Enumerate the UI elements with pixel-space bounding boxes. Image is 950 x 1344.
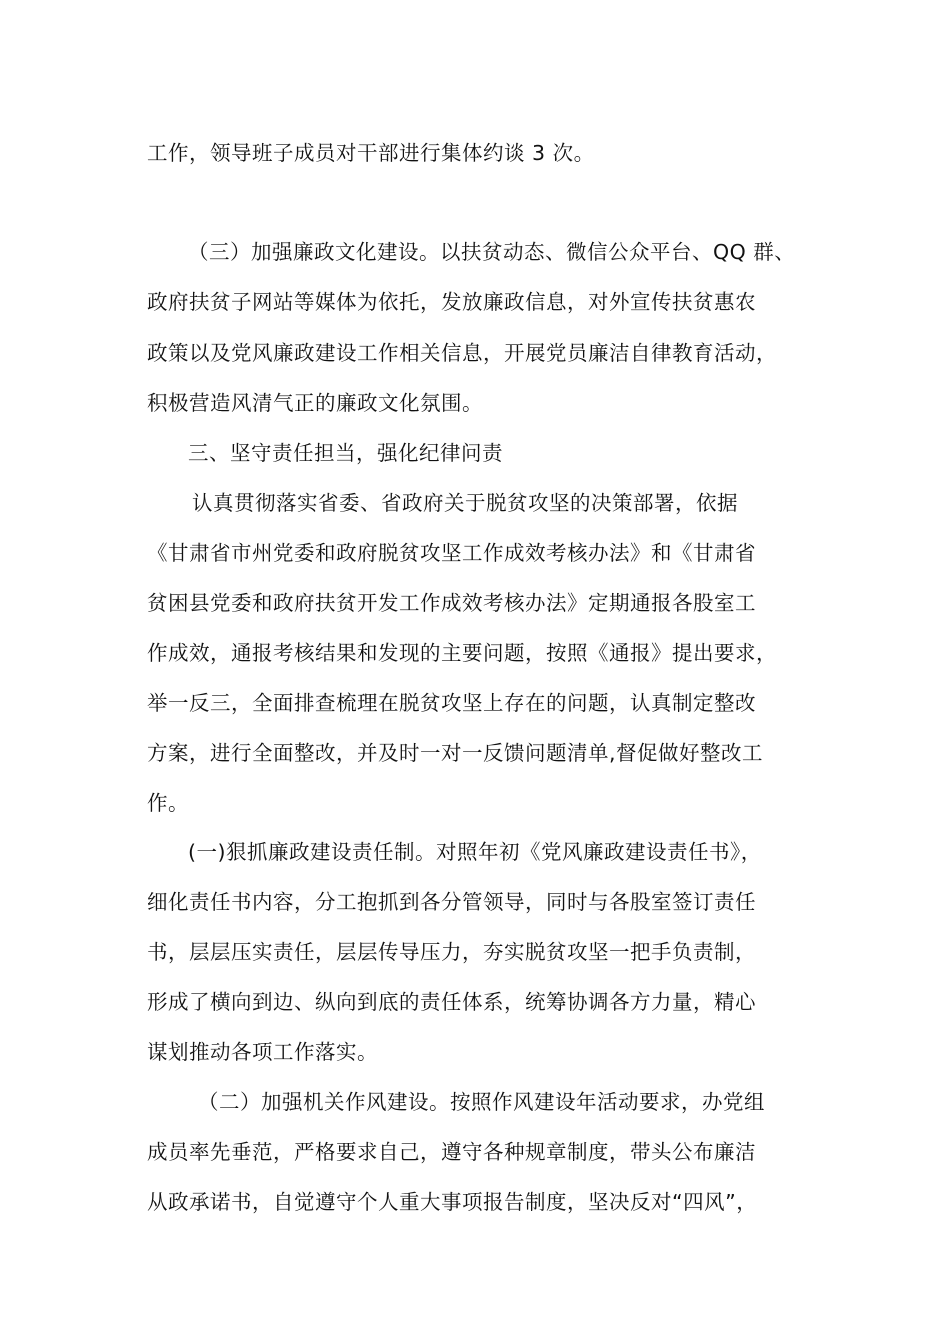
chapter-heading: 三、坚守责任担当，强化纪律问责 xyxy=(188,441,503,465)
section-heading-line: （三）加强廉政文化建设。以扶贫动态、微信公众平台、QQ 群、 xyxy=(188,240,796,264)
body-text-line: 书，层层压实责任，层层传导压力，夯实脱贫攻坚一把手负责制， xyxy=(147,940,756,964)
section-heading-line: (一)狠抓廉政建设责任制。对照年初《党风廉政建设责任书》， xyxy=(188,840,762,864)
body-text-line: 作成效，通报考核结果和发现的主要问题，按照《通报》提出要求， xyxy=(147,641,777,665)
body-text-line: 举一反三，全面排查梳理在脱贫攻坚上存在的问题，认真制定整改 xyxy=(147,691,756,715)
body-text-line: 谋划推动各项工作落实。 xyxy=(147,1040,378,1064)
body-text-line: 工作，领导班子成员对干部进行集体约谈 3 次。 xyxy=(147,141,595,165)
body-text-line: 贫困县党委和政府扶贫开发工作成效考核办法》定期通报各股室工 xyxy=(147,591,756,615)
section-heading-line: （二）加强机关作风建设。按照作风建设年活动要求，办党组 xyxy=(198,1090,765,1114)
body-text-line: 成员率先垂范，严格要求自己，遵守各种规章制度，带头公布廉洁 xyxy=(147,1140,756,1164)
body-text-line: 从政承诺书，自觉遵守个人重大事项报告制度，坚决反对“四风”， xyxy=(147,1190,758,1214)
body-text-line: 细化责任书内容，分工抱抓到各分管领导，同时与各股室签订责任 xyxy=(147,890,756,914)
body-text-line: 《甘肃省市州党委和政府脱贫攻坚工作成效考核办法》和《甘肃省 xyxy=(147,541,756,565)
body-text-line: 方案，进行全面整改，并及时一对一反馈问题清单,督促做好整改工 xyxy=(147,741,764,765)
body-text-line: 政府扶贫子网站等媒体为依托，发放廉政信息，对外宣传扶贫惠农 xyxy=(147,290,756,314)
body-text-line: 形成了横向到边、纵向到底的责任体系，统筹协调各方力量，精心 xyxy=(147,990,756,1014)
body-text-line: 认真贯彻落实省委、省政府关于脱贫攻坚的决策部署，依据 xyxy=(192,491,738,515)
body-text-line: 作。 xyxy=(147,791,189,815)
body-text-line: 积极营造风清气正的廉政文化氛围。 xyxy=(147,391,483,415)
body-text-line: 政策以及党风廉政建设工作相关信息，开展党员廉洁自律教育活动， xyxy=(147,341,777,365)
